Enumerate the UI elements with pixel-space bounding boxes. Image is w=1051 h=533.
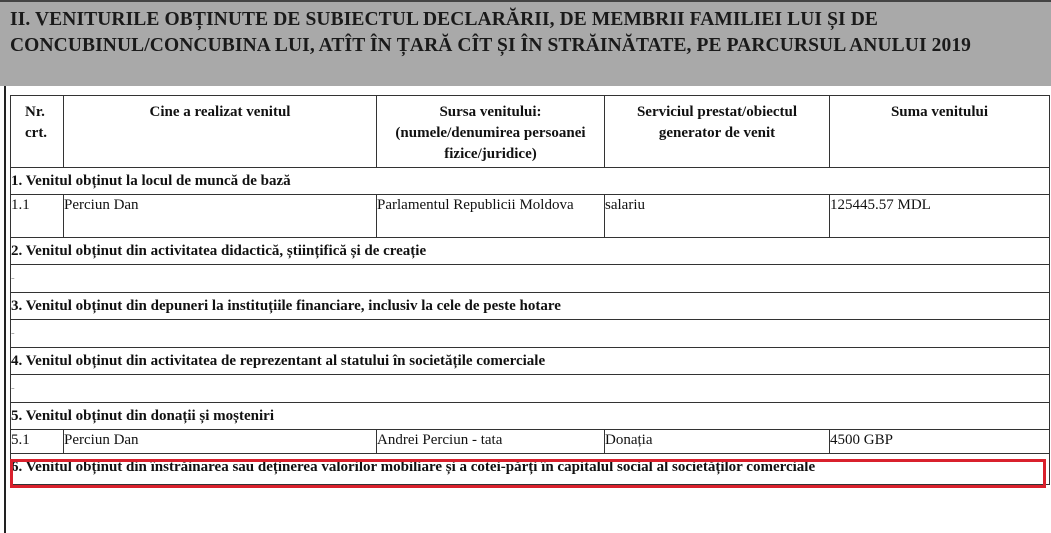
header-who: Cine a realizat venitul: [64, 96, 377, 168]
row-1-1-who: Perciun Dan: [64, 195, 377, 238]
category-row: [11, 293, 1050, 320]
row-1-1-service: salariu: [605, 195, 830, 238]
empty-row: [11, 375, 1050, 403]
empty-marker: -: [11, 375, 1050, 403]
category-2-label: 2. Venitul obținut din activitatea didactică, științifică și de creație: [11, 238, 1050, 265]
table-row: [11, 430, 1050, 454]
empty-row: [11, 320, 1050, 348]
row-5-1-nr: 5.1: [11, 430, 64, 454]
category-3-label: 3. Venitul obținut din depuneri la instituțiile financiare, inclusiv la cele de peste hotare: [11, 293, 1050, 320]
category-row: [11, 454, 1050, 485]
row-5-1-who: Perciun Dan: [64, 430, 377, 454]
header-nr: Nr. crt.: [11, 96, 64, 168]
header-amount: Suma venitului: [830, 96, 1050, 168]
category-row: [11, 238, 1050, 265]
category-4-label: 4. Venitul obținut din activitatea de reprezentant al statului în societățile comerciale: [11, 348, 1050, 375]
category-row: [11, 348, 1050, 375]
row-5-1-service: Donația: [605, 430, 830, 454]
category-5-label: 5. Venitul obținut din donații și moșteniri: [11, 403, 1050, 430]
category-row: [11, 403, 1050, 430]
row-1-1-amount: 125445.57 MDL: [830, 195, 1050, 238]
row-1-1-source: Parlamentul Republicii Moldova: [377, 195, 605, 238]
category-row: [11, 168, 1050, 195]
section-title: II. VENITURILE OBȚINUTE DE SUBIECTUL DECLARĂRII, DE MEMBRII FAMILIEI LUI ȘI DE CONCUBINUL/CONCUBINA LUI, ATÎT ÎN ȚARĂ CÎT ȘI ÎN STRĂINĂTATE, PE PARCURSUL ANULUI 2019: [10, 9, 972, 56]
empty-marker: -: [11, 265, 1050, 293]
table-row: [11, 195, 1050, 238]
income-table: [10, 95, 1050, 485]
category-1-label: 1. Venitul obținut la locul de muncă de bază: [11, 168, 1050, 195]
row-5-1-source: Andrei Perciun - tata: [377, 430, 605, 454]
header-source: Sursa venitului: (numele/denumirea persoanei fizice/juridice): [377, 96, 605, 168]
empty-marker: -: [11, 320, 1050, 348]
section-header: [0, 0, 1051, 86]
header-row: [11, 96, 1050, 168]
header-service: Serviciul prestat/obiectul generator de venit: [605, 96, 830, 168]
row-5-1-amount: 4500 GBP: [830, 430, 1050, 454]
category-6-label: 6. Venitul obținut din înstrăinarea sau deținerea valorilor mobiliare și a cotei-părți în capitalul social al societăților comerciale: [11, 454, 1050, 485]
empty-row: [11, 265, 1050, 293]
row-1-1-nr: 1.1: [11, 195, 64, 238]
